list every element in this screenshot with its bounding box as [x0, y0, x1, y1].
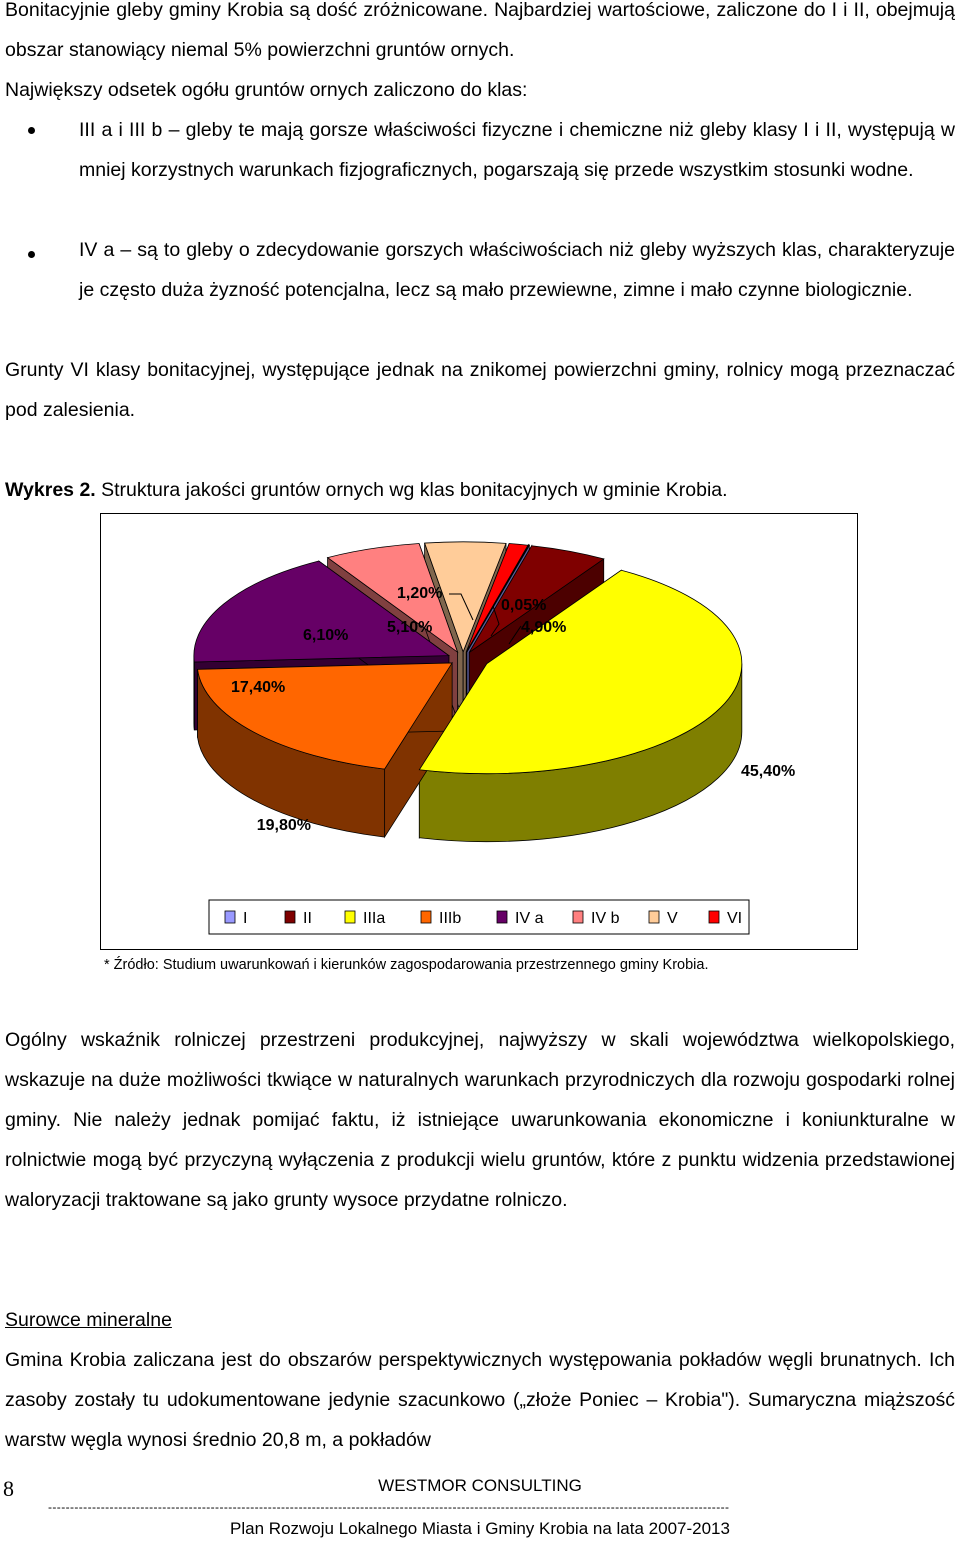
pie-chart — [101, 514, 857, 949]
legend-swatch-i — [225, 911, 235, 923]
legend-swatch-iiia — [345, 911, 355, 923]
legend-swatch-ii — [285, 911, 295, 923]
legend-label-iva: IV a — [515, 910, 544, 927]
footer-company: WESTMOR CONSULTING — [378, 1476, 582, 1495]
grunty-vi-paragraph: Grunty VI klasy bonitacyjnej, występujące jednak na znikomej powierzchni gminy, rolnicy mogą przeznaczać pod zalesienia. — [5, 359, 955, 421]
legend-label-i: I — [243, 910, 248, 927]
legend-swatch-iva — [497, 911, 507, 923]
section-heading: Surowce mineralne — [5, 1309, 172, 1331]
data-label-iva: 17,40% — [231, 679, 286, 696]
body-paragraph-1: Ogólny wskaźnik rolniczej przestrzeni produkcyjnej, najwyższy w skali województwa wielkopolskiego, wskazuje na duże możliwości tkwiące w naturalnych warunkach przyrodniczych dla rozwoju gospodarki rolnej gminy. Nie należy jednak pomijać faktu, iż istniejące uwarunkowania ekonomiczne i koniunkturalne w rolnictwie mogą być przyczyną wyłączenia z produkcji wielu gruntów, które z punktu widzenia przedstawionej waloryzacji traktowane są jako grunty wysoce przydatne rolniczo. — [5, 1029, 955, 1211]
data-label-i: 0,05% — [501, 597, 547, 614]
legend-swatch-v — [649, 911, 659, 923]
chart-frame — [100, 513, 858, 950]
legend-label-iiib: IIIb — [439, 910, 462, 927]
legend-swatch-vi — [709, 911, 719, 923]
bullet-item-1: III a i III b – gleby te mają gorsze właściwości fizyczne i chemiczne niż gleby klasy I i II, występują w mniej korzystnych warunkach fizjograficznych, pogarszają się przede wszystkim stosunki wodne. — [79, 119, 955, 181]
legend-label-iiia: IIIa — [363, 910, 386, 927]
footer-divider: ----------------------------------------------------------------------------------------------------------------------------------------------------------- — [48, 1500, 730, 1514]
intro-lead-in: Największy odsetek ogółu gruntów ornych zaliczono do klas: — [5, 79, 528, 101]
intro-paragraph: Bonitacyjnie gleby gminy Krobia są dość zróżnicowane. Najbardziej wartościowe, zaliczone do I i II, obejmują obszar stanowiący niemal 5% powierzchni gruntów ornych. — [5, 0, 955, 61]
chart-legend — [209, 900, 749, 934]
page-number: 8 — [3, 1476, 14, 1501]
legend-label-v: V — [667, 910, 678, 927]
legend-label-ivb: IV b — [591, 910, 620, 927]
figure-source: * Źródło: Studium uwarunkowań i kierunków zagospodarowania przestrzennego gminy Krobia. — [104, 957, 709, 973]
data-label-ivb: 6,10% — [303, 627, 349, 644]
figure-title: Struktura jakości gruntów ornych wg klas bonitacyjnych w gminie Krobia. — [101, 479, 728, 501]
data-label-iiia: 45,40% — [741, 763, 796, 780]
data-label-v: 5,10% — [387, 619, 433, 636]
footer-plan-title: Plan Rozwoju Lokalnego Miasta i Gminy Krobia na lata 2007-2013 — [230, 1519, 730, 1538]
legend-swatch-ivb — [573, 911, 583, 923]
legend-label-ii: II — [303, 910, 312, 927]
data-label-iiib: 19,80% — [256, 817, 311, 834]
bullet-item-2: IV a – są to gleby o zdecydowanie gorszych właściwościach niż gleby wyższych klas, charakteryzuje je często duża żyzność potencjalna, lecz są mało przewiewne, zimne i mało czynne biologicznie. — [79, 239, 955, 301]
legend-label-vi: VI — [727, 910, 743, 927]
figure-caption — [5, 473, 728, 507]
legend-swatch-iiib — [421, 911, 431, 923]
bullet-dot-2 — [28, 251, 35, 258]
data-label-vi: 1,20% — [397, 585, 443, 602]
bullet-dot-1 — [28, 127, 35, 134]
body-paragraph-2: Gmina Krobia zaliczana jest do obszarów perspektywicznych występowania pokładów węgli brunatnych. Ich zasoby zostały tu udokumentowane jedynie szacunkowo („złoże Poniec – Krobia"). Sumaryczna miąższość warstw węgla wynosi średnio 20,8 m, a pokładów — [5, 1349, 955, 1451]
figure-label: Wykres 2. — [5, 479, 96, 501]
data-label-ii: 4,90% — [521, 619, 567, 636]
